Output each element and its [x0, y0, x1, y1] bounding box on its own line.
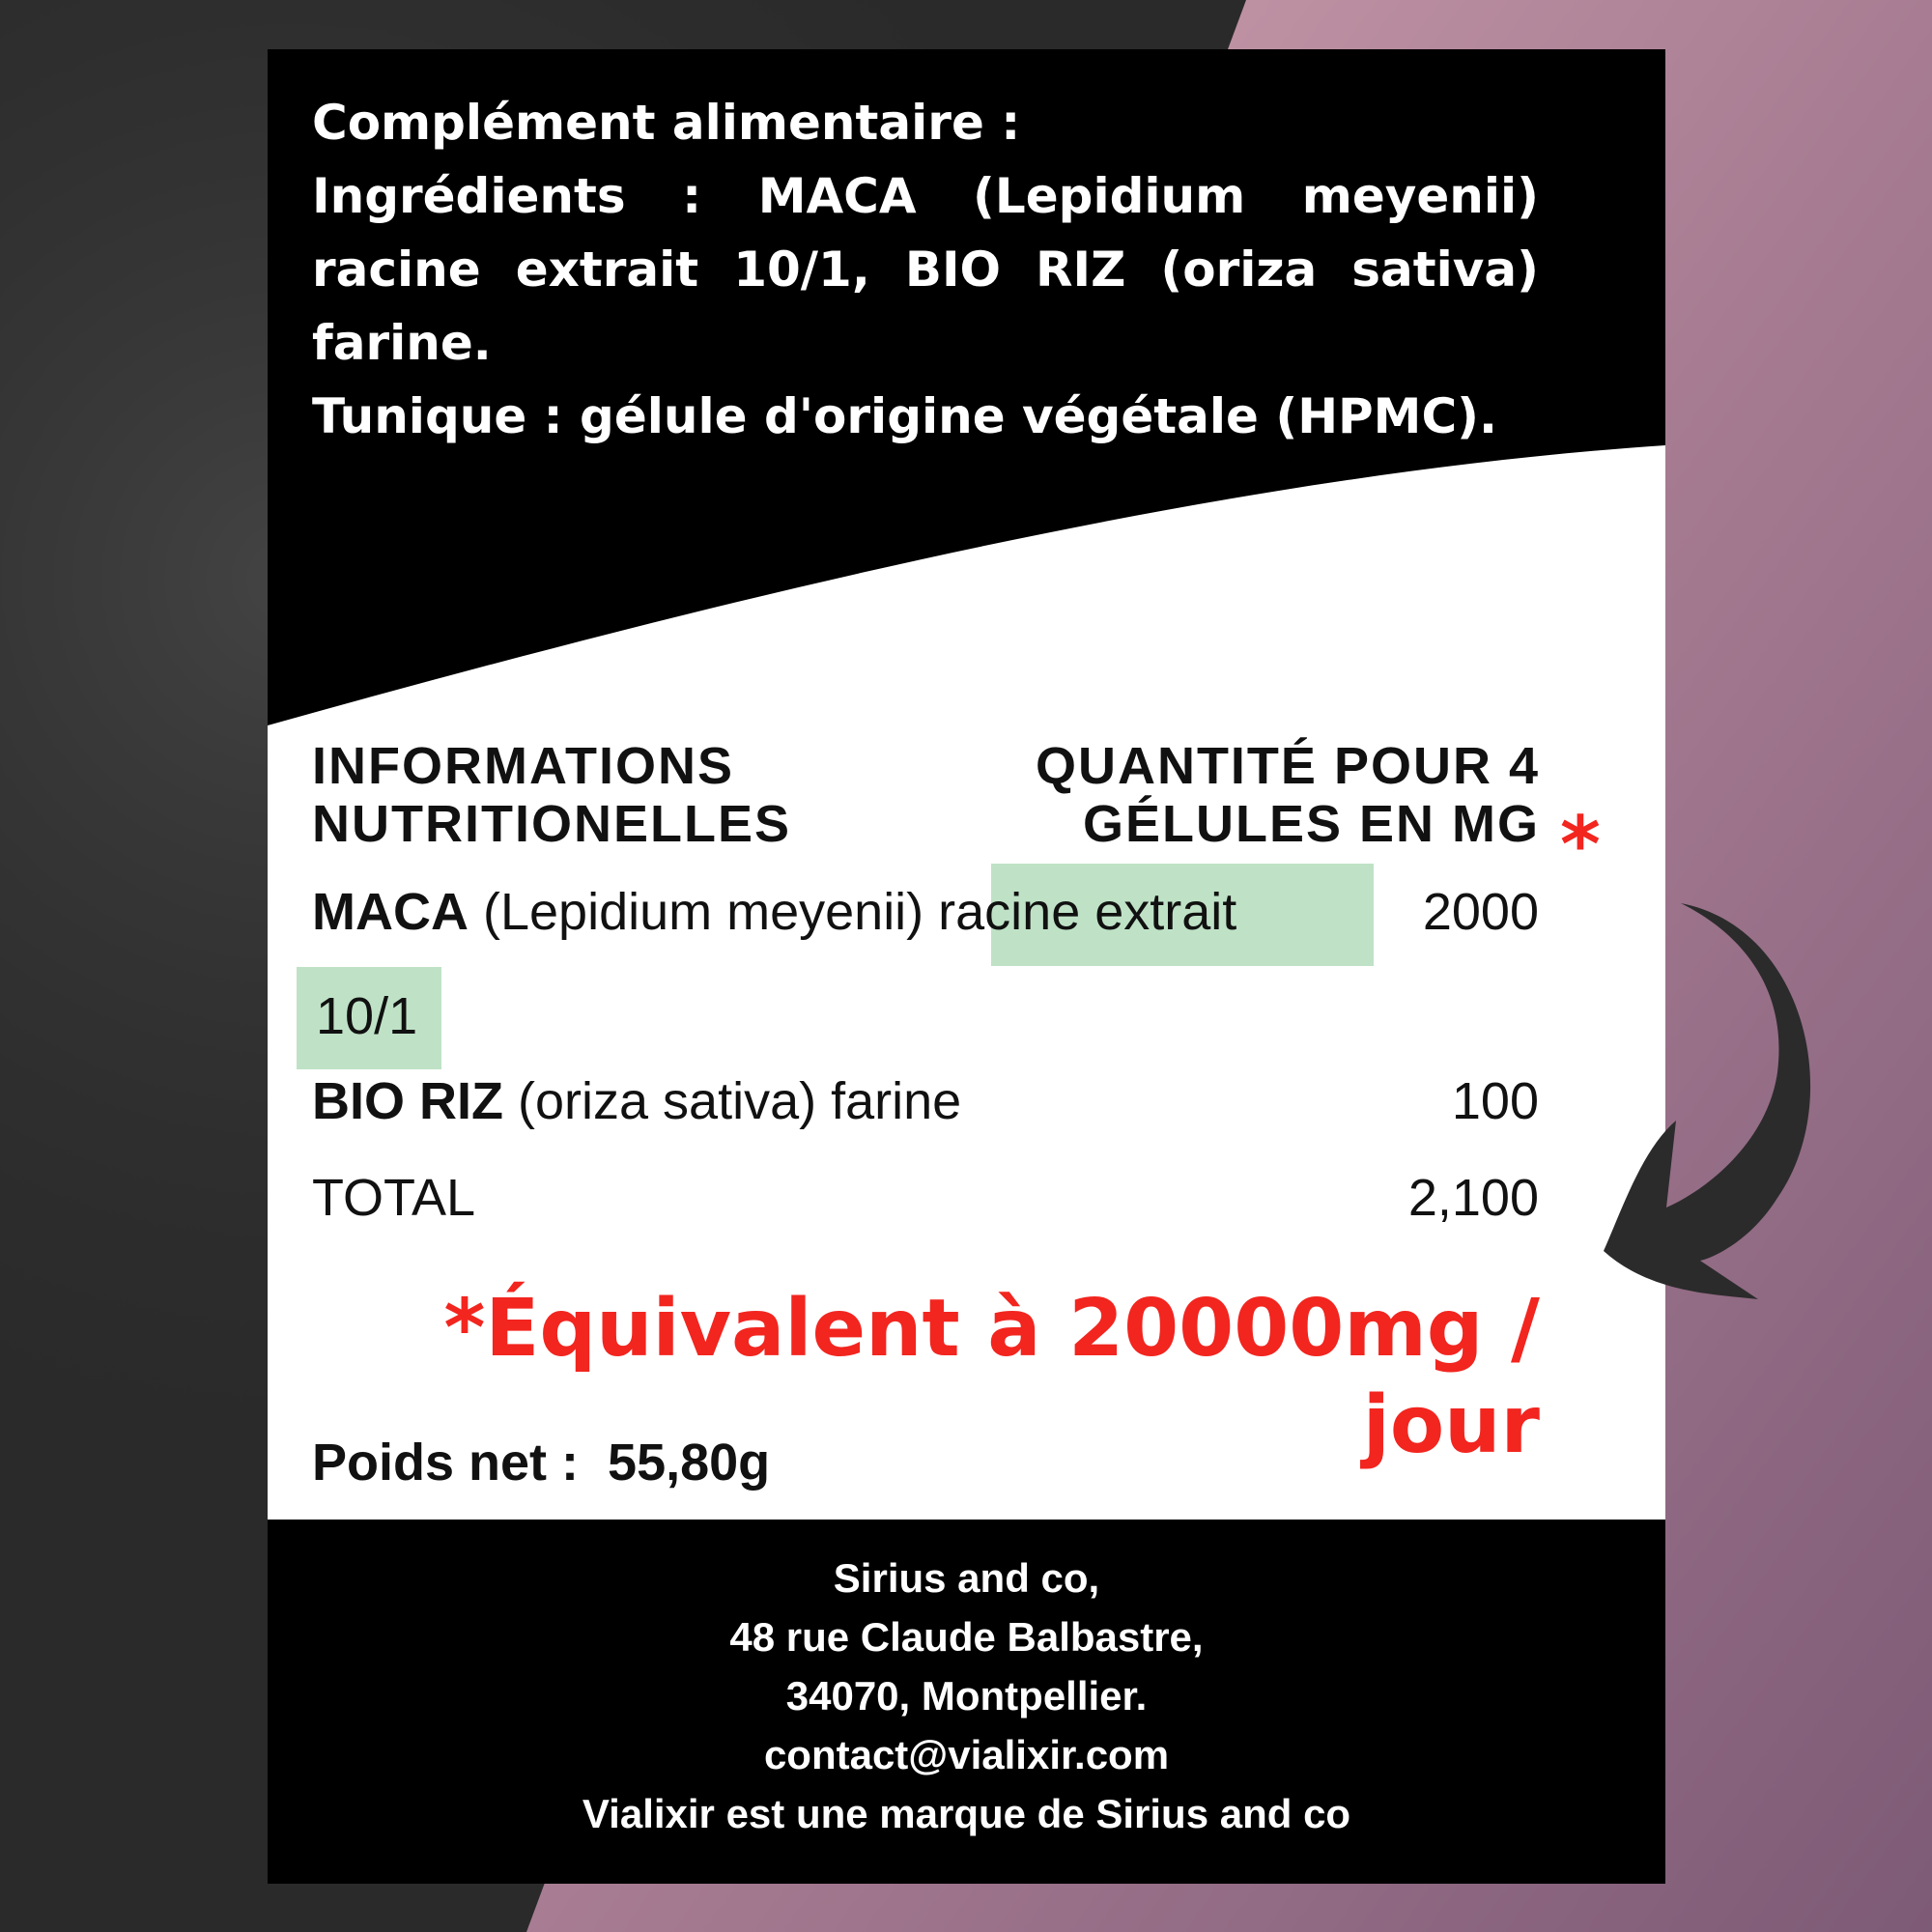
nutrition-row-maca: [312, 882, 1539, 942]
row-value: 2,100: [1407, 1169, 1539, 1227]
net-weight-value: 55,80g: [608, 1434, 771, 1492]
row-name-rest: (oriza sativa) farine: [503, 1072, 962, 1130]
footer-line: 34070, Montpellier.: [785, 1673, 1148, 1719]
ingredients-block: [312, 86, 1539, 453]
footer-line: Vialixir est une marque de Sirius and co: [582, 1791, 1351, 1836]
row-name-rest: (Lepidium meyenii): [468, 883, 939, 941]
net-weight-label: Poids net :: [312, 1434, 594, 1492]
row-name-rest: TOTAL: [312, 1169, 476, 1227]
row-value: 100: [1451, 1072, 1539, 1130]
nutrition-row-bio-riz: [312, 1071, 1539, 1131]
supplement-title: Complément alimentaire :: [312, 95, 1021, 151]
capsule-text: Tunique : gélule d'origine végétale (HPMC).: [312, 388, 1497, 444]
net-weight: [312, 1433, 770, 1492]
curved-arrow-icon: [1584, 889, 1855, 1314]
ingredients-text: Ingrédients : MACA (Lepidium meyenii) racine extrait 10/1, BIO RIZ (oriza sativa) farine.: [312, 168, 1539, 371]
nutrition-row-maca-wrap: [316, 986, 1543, 1046]
label-footer: [268, 1520, 1665, 1884]
asterisk-marker: *: [1560, 800, 1601, 890]
row-name-highlight: racine extrait: [938, 883, 1237, 941]
equivalent-dose: *Équivalent à 20000mg / jour: [443, 1283, 1540, 1471]
company-address: [268, 1548, 1665, 1843]
nutrition-row-total: [312, 1168, 1539, 1228]
row-name-bold: MACA: [312, 883, 469, 941]
nutrition-header-right: QUANTITÉ POUR 4 GÉLULES EN MG: [1035, 737, 1540, 853]
footer-email: contact@vialixir.com: [763, 1732, 1170, 1777]
row-name-bold: BIO RIZ: [312, 1072, 503, 1130]
footer-line: Sirius and co,: [833, 1555, 1100, 1601]
row-value: 2000: [1422, 883, 1539, 941]
footer-line: 48 rue Claude Balbastre,: [729, 1614, 1204, 1660]
row-name-wrap: 10/1: [316, 987, 418, 1045]
nutrition-header-left: INFORMATIONS NUTRITIONELLES: [312, 737, 791, 853]
product-label: [268, 49, 1665, 1884]
